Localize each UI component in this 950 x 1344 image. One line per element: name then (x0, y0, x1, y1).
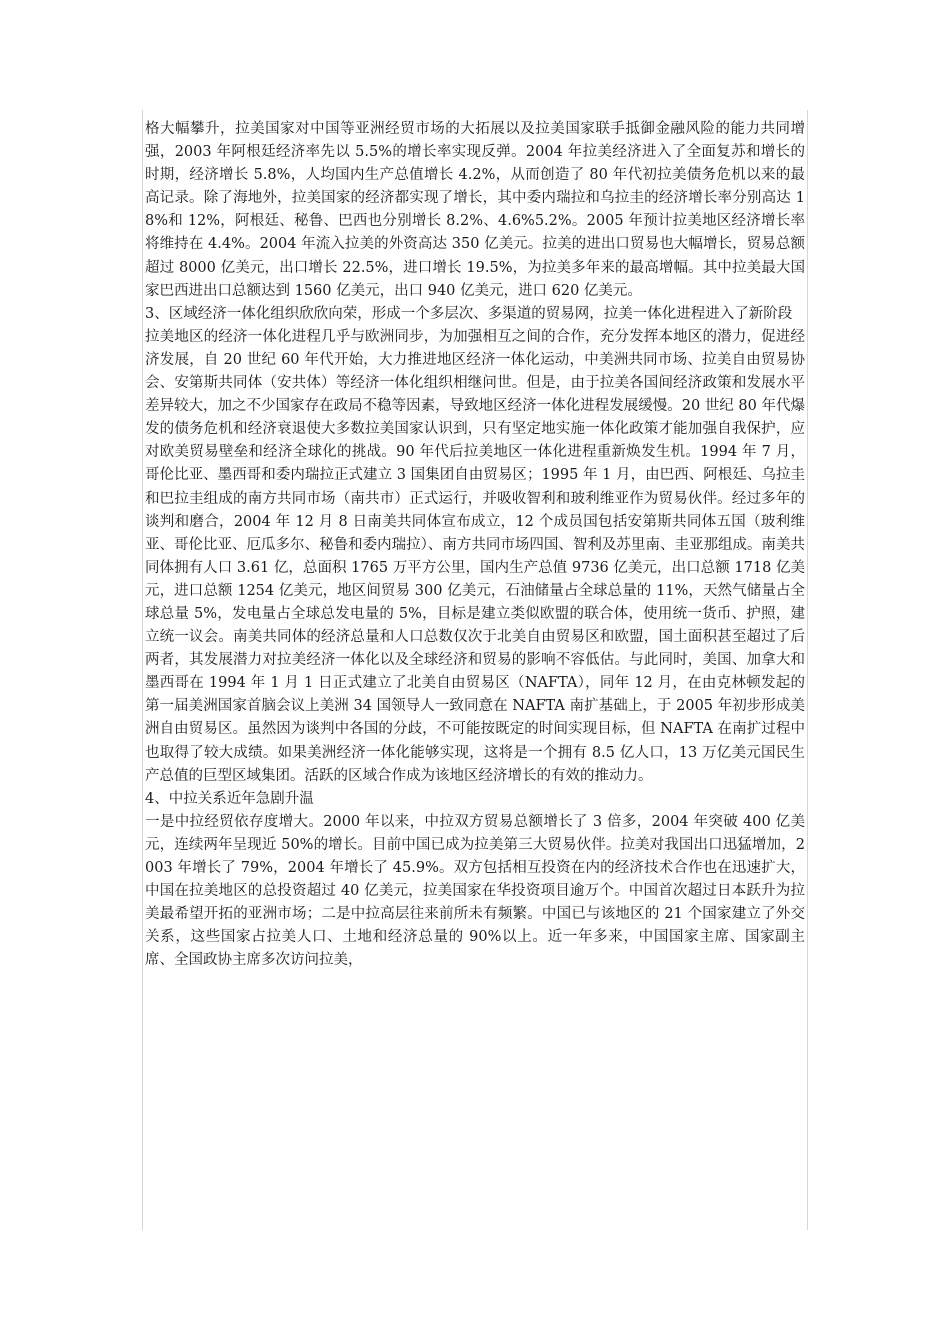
paragraph-regional-integration: 拉美地区的经济一体化进程几乎与欧洲同步，为加强相互之间的合作，充分发挥本地区的潜力，促进经济发展，自 20 世纪 60 年代开始，大力推进地区经济一体化运动，中美洲共同市场、拉美自由贸易协会、安第斯共同体（安共体）等经济一体化组织相继问世。但是，由于拉美各国间经济政策和发展水平差异较大，加之不少国家存在政局不稳等因素，导致地区经济一体化进程发展缓慢。20 世纪 80 年代爆发的债务危机和经济衰退使大多数拉美国家认识到，只有坚定地实施一体化政策才能加强自我保护，应对欧美贸易壁垒和经济全球化的挑战。90 年代后拉美地区一体化进程重新焕发生机。1994 年 7 月，哥伦比亚、墨西哥和委内瑞拉正式建立 3 国集团自由贸易区；1995 年 1 月，由巴西、阿根廷、乌拉圭和巴拉圭组成的南方共同市场（南共市）正式运行，并吸收智利和玻利维亚作为贸易伙伴。经过多年的谈判和磨合，2004 年 12 月 8 日南美共同体宣布成立，12 个成员国包括安第斯共同体五国（玻利维亚、哥伦比亚、厄瓜多尔、秘鲁和委内瑞拉）、南方共同市场四国、智利及苏里南、圭亚那组成。南美共同体拥有人口 3.61 亿，总面积 1765 万平方公里，国内生产总值 9736 亿美元，出口总额 1718 亿美元，进口总额 1254 亿美元，地区间贸易 300 亿美元，石油储量占全球总量的 11%，天然气储量占全球总量 5%，发电量占全球总发电量的 5%，目标是建立类似欧盟的联合体，使用统一货币、护照，建立统一议会。南美共同体的经济总量和人口总数仅次于北美自由贸易区和欧盟，国土面积甚至超过了后两者，其发展潜力对拉美经济一体化以及全球经济和贸易的影响不容低估。与此同时，美国、加拿大和墨西哥在 1994 年 1 月 1 日正式建立了北美自由贸易区（NAFTA），同年 12 月，在由克林顿发起的第一届美洲国家首脑会议上美洲 34 国领导人一致同意在 NAFTA 南扩基础上，于 2005 年初步形成美洲自由贸易区。虽然因为谈判中各国的分歧，不可能按既定的时间实现目标，但 NAFTA 在南扩过程中也取得了较大成绩。如果美洲经济一体化能够实现，这将是一个拥有 8.5 亿人口，13 万亿美元国民生产总值的巨型区域集团。活跃的区域合作成为该地区经济增长的有效的推动力。 (145, 328, 805, 784)
document-body (143, 110, 807, 972)
section-heading-3: 3、区域经济一体化组织欣欣向荣，形成一个多层次、多渠道的贸易网，拉美一体化进程进入了新阶段 (145, 305, 793, 322)
paragraph-economic-recovery: 格大幅攀升，拉美国家对中国等亚洲经贸市场的大拓展以及拉美国家联手抵御金融风险的能力共同增强，2003 年阿根廷经济率先以 5.5%的增长率实现反弹。2004 年拉美经济进入了全面复苏和增长的时期，经济增长 5.8%，人均国内生产总值增长 4.2%，从而创造了 80 年代初拉美债务危机以来的最高记录。除了海地外，拉美国家的经济都实现了增长，其中委内瑞拉和乌拉圭的经济增长率分别高达 18%和 12%，阿根廷、秘鲁、巴西也分别增长 8.2%、4.6%5.2%。2005 年预计拉美地区经济增长率将维持在 4.4%。2004 年流入拉美的外资高达 350 亿美元。拉美的进出口贸易也大幅增长，贸易总额超过 8000 亿美元，出口增长 22.5%，进口增长 19.5%，为拉美多年来的最高增幅。其中拉美最大国家巴西进出口总额达到 1560 亿美元，出口 940 亿美元，进口 620 亿美元。 (145, 121, 805, 299)
section-heading-4: 4、中拉关系近年急剧升温 (145, 790, 314, 807)
paragraph-china-latam-relations: 一是中拉经贸依存度增大。2000 年以来，中拉双方贸易总额增长了 3 倍多，2004 年突破 400 亿美元，连续两年呈现近 50%的增长。目前中国已成为拉美第三大贸易伙伴。拉美对我国出口迅猛增加，2003 年增长了 79%，2004 年增长了 45.9%。双方包括相互投资在内的经济技术合作也在迅速扩大，中国在拉美地区的总投资超过 40 亿美元，拉美国家在华投资项目逾万个。中国首次超过日本跃升为拉美最希望开拓的亚洲市场；二是中拉高层往来前所未有频繁。中国已与该地区的 21 个国家建立了外交关系，这些国家占拉美人口、土地和经济总量的 90%以上。近一年多来，中国国家主席、国家副主席、全国政协主席多次访问拉美， (145, 813, 805, 969)
document-page (142, 110, 808, 1230)
